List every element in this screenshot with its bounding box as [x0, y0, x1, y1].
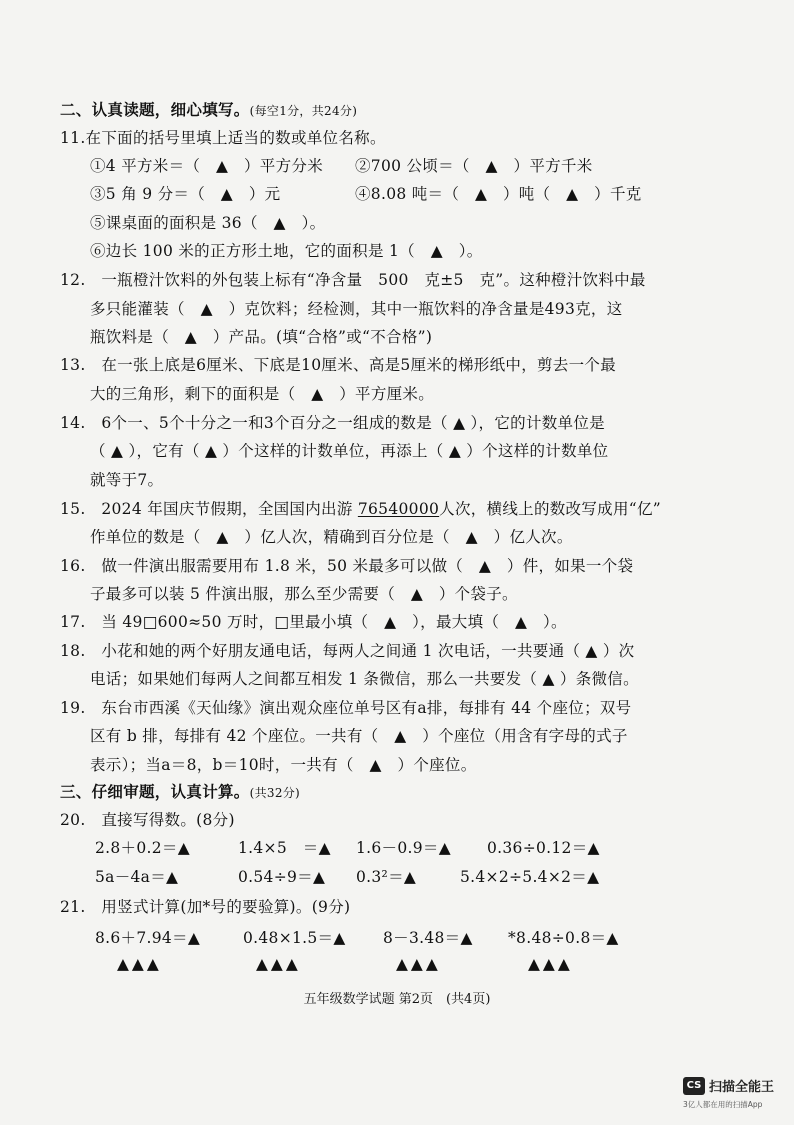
q11-item-6: ⑥边长 100 米的正方形土地，它的面积是 1（ ▲ ）。 [90, 242, 483, 260]
q19-line-3: 表示）；当a＝8，b＝10时，一共有（ ▲ ）个座位。 [90, 756, 477, 774]
section-2-title: 二、认真读题，细心填写。 [60, 100, 250, 119]
scanner-app-name: 扫描全能王 [709, 1080, 775, 1095]
q18-line-2: 电话；如果她们每两人之间都互相发 1 条微信，那么一共要发（ ▲ ）条微信。 [90, 670, 639, 688]
q20-item-6: 0.54÷9＝▲ [238, 868, 326, 886]
q11-stem: 11.在下面的括号里填上适当的数或单位名称。 [60, 129, 386, 147]
q14-line-2: （ ▲ ），它有（ ▲ ）个这样的计数单位，再添上（ ▲ ）个这样的计数单位 [90, 442, 609, 460]
q21-answer-mark-1: ▲▲▲ [117, 955, 162, 973]
q15-line-2: 作单位的数是（ ▲ ）亿人次，精确到百分位是（ ▲ ）亿人次。 [90, 528, 573, 546]
q20-item-7: 0.3²＝▲ [356, 868, 417, 886]
q11-item-4: ④8.08 吨＝（ ▲ ）吨（ ▲ ）千克 [355, 185, 642, 203]
q21-item-3: 8－3.48＝▲ [383, 929, 473, 947]
q11-item-3: ③5 角 9 分＝（ ▲ ）元 [90, 185, 281, 203]
q13-line-2: 大的三角形，剩下的面积是（ ▲ ）平方厘米。 [90, 385, 435, 403]
q15-underlined-number: 76540000 [357, 500, 440, 518]
q13-line-1: 13. 在一张上底是6厘米、下底是10厘米、高是5厘米的梯形纸中，剪去一个最 [60, 356, 616, 374]
q20-item-2: 1.4×5 ＝▲ [238, 839, 331, 857]
scanner-watermark [683, 1076, 774, 1095]
q18-line-1: 18. 小花和她的两个好朋友通电话，每两人之间通 1 次电话，一共要通（ ▲ ）次 [60, 642, 635, 660]
q21-stem: 21. 用竖式计算(加*号的要验算)。(9分) [60, 898, 351, 916]
q21-answer-mark-3: ▲▲▲ [396, 955, 441, 973]
q12-line-3: 瓶饮料是（ ▲ ）产品。(填“合格”或“不合格”) [90, 328, 433, 346]
q14-line-1: 14. 6个一、5个十分之一和3个百分之一组成的数是（ ▲ ），它的计数单位是 [60, 414, 605, 432]
q21-item-1: 8.6＋7.94＝▲ [95, 929, 201, 947]
q12-line-2: 多只能灌装（ ▲ ）克饮料；经检测，其中一瓶饮料的净含量是493克，这 [90, 300, 623, 318]
q11-item-5: ⑤课桌面的面积是 36（ ▲ ）。 [90, 214, 326, 232]
section-3-heading [60, 782, 300, 803]
scanner-tagline: 3亿人都在用的扫描App [683, 1100, 763, 1109]
q16-line-2: 子最多可以装 5 件演出服，那么至少需要（ ▲ ）个袋子。 [90, 585, 518, 603]
section-3-note: (共32分) [249, 786, 301, 800]
q20-item-4: 0.36÷0.12＝▲ [487, 839, 600, 857]
q14-line-3: 就等于7。 [90, 471, 164, 489]
q15-line-1 [60, 499, 661, 519]
section-3-title: 三、仔细审题，认真计算。 [60, 782, 250, 801]
q20-item-3: 1.6－0.9＝▲ [356, 839, 451, 857]
section-2-note: (每空1分，共24分) [249, 104, 358, 118]
q12-line-1: 12. 一瓶橙汁饮料的外包装上标有“净含量 500 克±5 克”。这种橙汁饮料中最 [60, 271, 646, 289]
q19-line-2: 区有 b 排，每排有 42 个座位。一共有（ ▲ ）个座位（用含有字母的式子 [90, 727, 628, 745]
q15-text-pre: 15. 2024 年国庆节假期，全国国内出游 [60, 500, 358, 518]
q11-item-2: ②700 公顷＝（ ▲ ）平方千米 [355, 157, 593, 175]
q19-line-1: 19. 东台市西溪《天仙缘》演出观众座位单号区有a排，每排有 44 个座位；双号 [60, 699, 632, 717]
q20-stem: 20. 直接写得数。(8分) [60, 811, 235, 829]
q16-line-1: 16. 做一件演出服需要用布 1.8 米，50 米最多可以做（ ▲ ）件，如果一个袋 [60, 557, 634, 575]
q20-item-8: 5.4×2÷5.4×2＝▲ [460, 868, 600, 886]
q17-line-1: 17. 当 49□600≈50 万时，□里最小填（ ▲ ），最大填（ ▲ ）。 [60, 613, 567, 631]
scanner-logo-icon: CS [683, 1077, 705, 1095]
q21-item-2: 0.48×1.5＝▲ [243, 929, 346, 947]
q20-item-5: 5a－4a＝▲ [95, 868, 179, 886]
q21-item-4: *8.48÷0.8＝▲ [508, 929, 619, 947]
q15-text-post: 人次，横线上的数改写成用“亿” [439, 500, 662, 518]
q21-answer-mark-2: ▲▲▲ [256, 955, 301, 973]
page-footer: 五年级数学试题 第2页 (共4页) [303, 992, 491, 1007]
q11-item-1: ①4 平方米＝（ ▲ ）平方分米 [90, 157, 324, 175]
q20-item-1: 2.8＋0.2＝▲ [95, 839, 190, 857]
section-2-heading [60, 100, 357, 121]
q21-answer-mark-4: ▲▲▲ [528, 955, 573, 973]
